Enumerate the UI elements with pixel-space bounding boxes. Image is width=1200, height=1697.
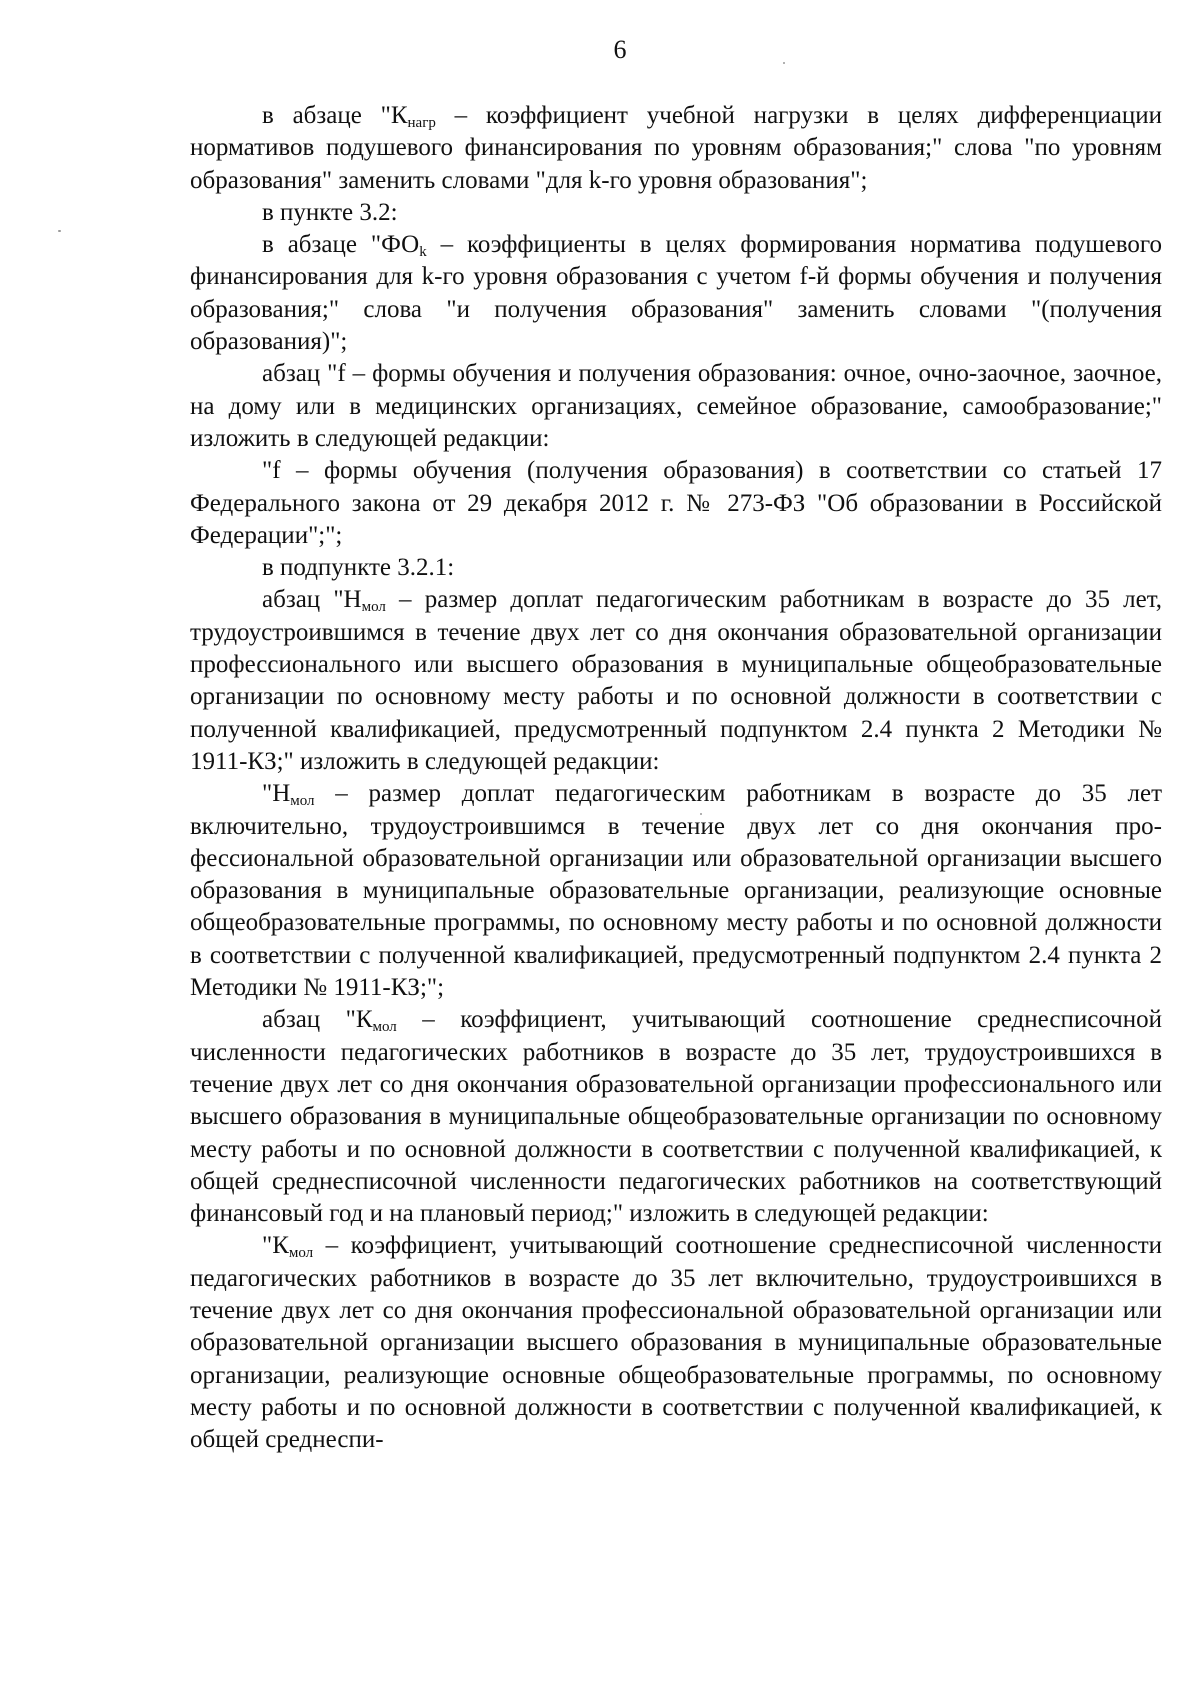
page-number: 6 (613, 35, 627, 64)
paragraph: в абзаце "$ФО_k$ – коэффициенты в целях формирования норматива подушевого финансирования для k-го уровня образования с учетом f-й формы обучения и получения образования;" слова "и получения образования" заменить словами "(получения образования)"; (190, 231, 1162, 356)
paragraph: абзац "$К_{мол}$ – коэффициент, учитывающий соотношение среднесписочной численности педагогических работников в возрасте до 35 лет, трудоустроившихся в течение двух лет со дня окончания образовательной организации профессионального или высшего образования в муниципальные общеобразовательные организации по основному месту работы и по основной должности в соответствии с полученной квалификацией, к общей среднесписочной численности педагогических работников на соответствующий финансовый год и на плановый период;" изложить в следующей редакции: (190, 1006, 1162, 1228)
paragraph: в подпункте 3.2.1: (262, 554, 455, 582)
subscript: k (419, 244, 427, 261)
paragraph: абзац "$Н_{мол}$ – размер доплат педагогическим работникам в возрасте до 35 лет, трудоустроившимся в течение двух лет со дня окончания образовательной организации профессионального или высшего образования в муниципальные общеобразовательные организации по основному месту работы и по основной должности в соответствии с полученной квалификацией, предусмотренный подпунктом 2.4 пункта 2 Методики № 1911-КЗ;" изложить в следующей редакции: (190, 586, 1162, 775)
subscript: мол (361, 599, 386, 616)
subscript: мол (372, 1019, 397, 1036)
document-body (190, 100, 1162, 1456)
subscript: мол (290, 793, 315, 810)
subscript: мол (288, 1245, 314, 1262)
scan-speck (58, 230, 61, 232)
paragraph: "f – формы обучения (получения образования) в соответствии со статьей 17 Федерального закона от 29 декабря 2012 г. № 273-ФЗ "Об образовании в Российской Федерации";"; (190, 457, 1162, 549)
paragraph: "$К_{мол}$ – коэффициент, учитывающий соотношение среднесписочной численности педагогических работников в возрасте до 35 лет включительно, трудоустроившихся в течение двух лет со дня окончания профессиональной образовательной организации или образовательной организации высшего образования в муниципальные образовательные организации, реализующие основные общеобразовательные программы, по основному месту работы и по основной должности в соответствии с полученной квалификацией, к общей среднеспи- (190, 1232, 1162, 1454)
paragraph: абзац "f – формы обучения и получения образования: очное, очно-заочное, заочное, на дому или в медицинских организациях, семейное образование, самообразование;" изложить в следующей редакции: (190, 360, 1162, 452)
paragraph: в абзаце "$К_{нагр}$ – коэффициент учебной нагрузки в целях дифференциации нормативов подушевого финансирования по уровням образования;" слова "по уровням образования" заменить словами "для k-го уровня образования"; (190, 102, 1162, 194)
scan-speck (783, 62, 785, 64)
paragraph: "$Н_{мол}$ – размер доплат педагогическим работникам в возрасте до 35 лет включительно, трудоустроившимся в течение двух лет со дня окончания профессиональной образовательной организации или образовательной организации высшего образования в муниципальные образовательные организации, реализующие основные общеобразовательные программы, по основному месту работы и по основной должности в соответствии с полученной квалификацией, предусмотренный подпунктом 2.4 пункта 2 Методики № 1911-КЗ;"; (190, 780, 1162, 1002)
subscript: нагр (407, 115, 436, 131)
paragraph: в пункте 3.2: (262, 198, 398, 226)
